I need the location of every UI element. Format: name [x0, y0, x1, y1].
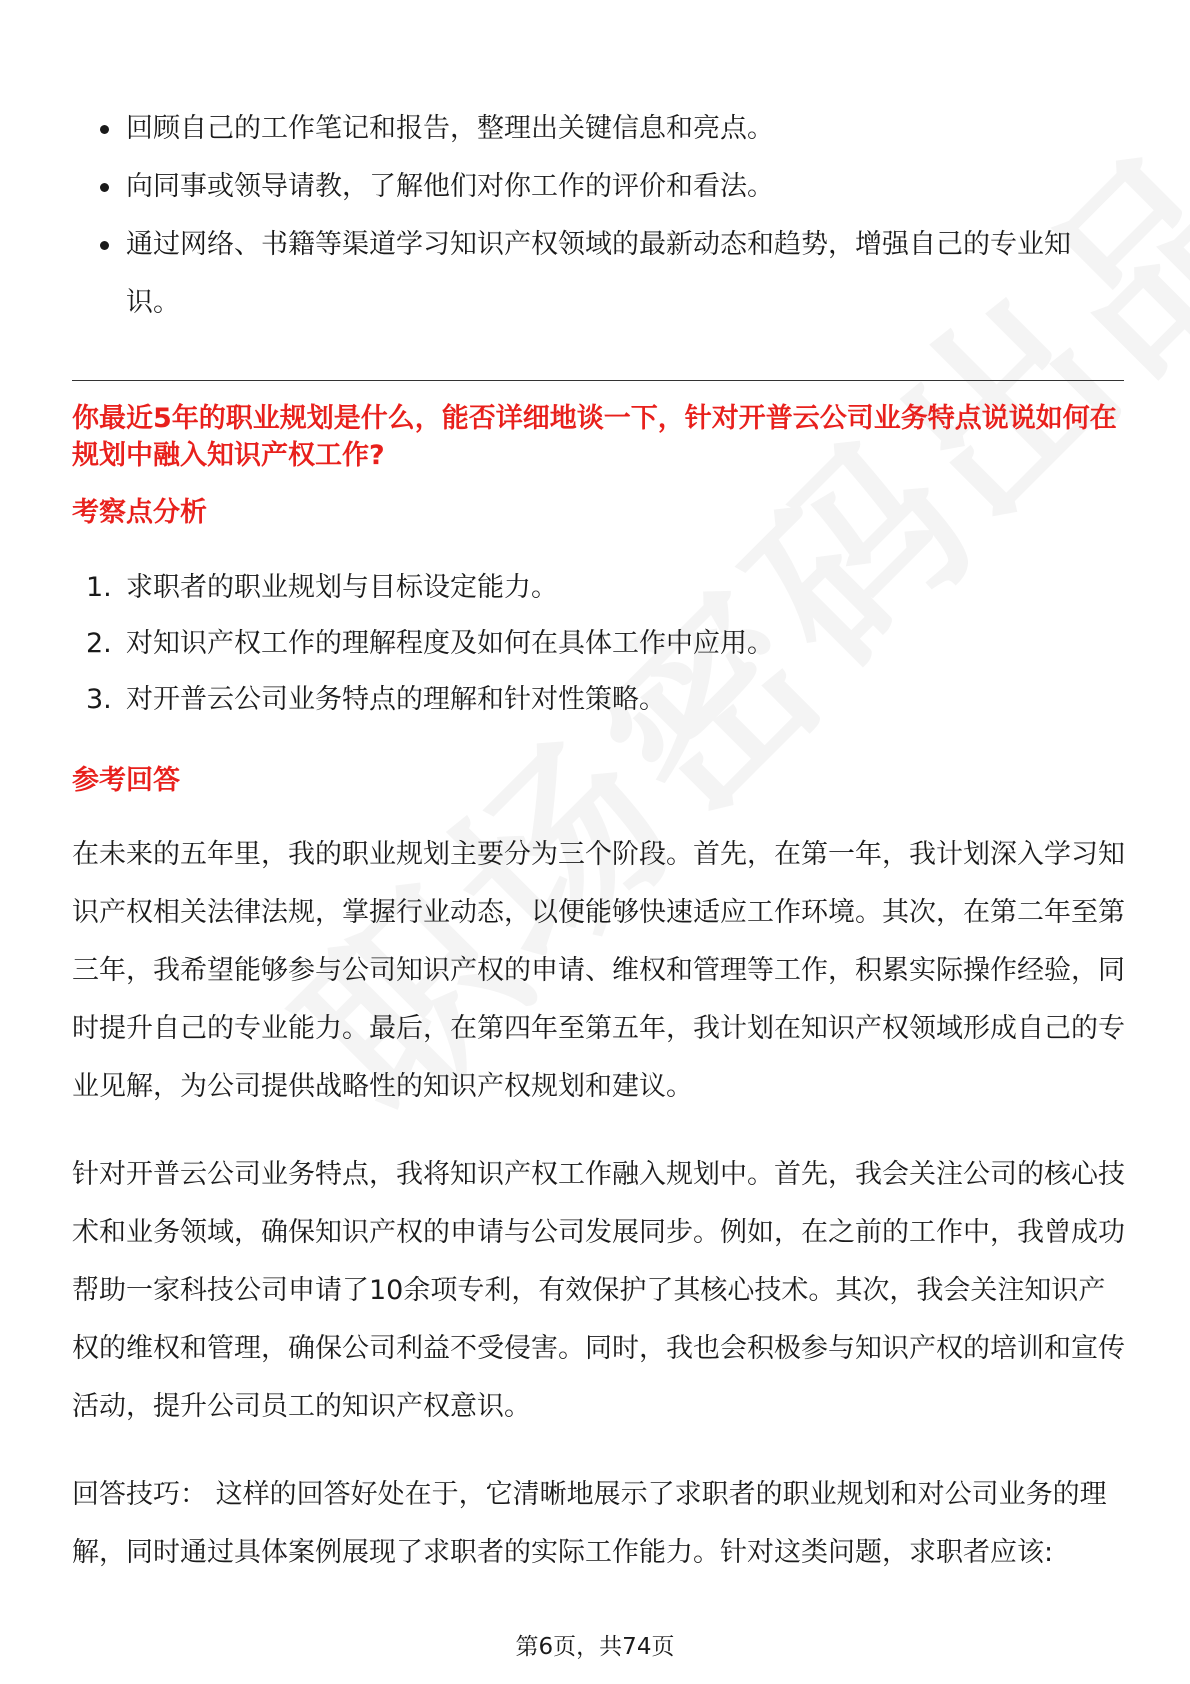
list-item-number: 3. — [86, 684, 112, 715]
list-item-text: 回顾自己的工作笔记和报告，整理出关键信息和亮点。 — [126, 113, 774, 144]
list-item — [72, 560, 1122, 616]
answer-tips: 回答技巧： 这样的回答好处在于，它清晰地展示了求职者的职业规划和对公司业务的理解，同时通过具体案例展现了求职者的实际工作能力。针对这类问题，求职者应该: — [72, 1479, 1107, 1568]
page-number: 第6页，共74页 — [515, 1634, 675, 1660]
analysis-heading: 考察点分析 — [72, 497, 207, 528]
list-item-text: 对开普云公司业务特点的理解和针对性策略。 — [126, 684, 666, 715]
section-divider — [72, 380, 1124, 381]
bullet-list — [72, 100, 1122, 332]
list-item-number: 1. — [86, 572, 112, 603]
bullet-dot-icon — [100, 125, 109, 134]
interview-question: 你最近5年的职业规划是什么，能否详细地谈一下，针对开普云公司业务特点说说如何在规划中融入知识产权工作? — [72, 403, 1117, 471]
list-item — [72, 100, 1122, 158]
list-item — [72, 616, 1122, 672]
answer-paragraph: 在未来的五年里，我的职业规划主要分为三个阶段。首先，在第一年，我计划深入学习知识产权相关法律法规，掌握行业动态，以便能够快速适应工作环境。其次，在第二年至第三年，我希望能够参与公司知识产权的申请、维权和管理等工作，积累实际操作经验，同时提升自己的专业能力。最后，在第四年至第五年，我计划在知识产权领域形成自己的专业见解，为公司提供战略性的知识产权规划和建议。 — [72, 839, 1125, 1102]
bullet-dot-icon — [100, 241, 109, 250]
list-item-text: 通过网络、书籍等渠道学习知识产权领域的最新动态和趋势，增强自己的专业知识。 — [126, 229, 1071, 318]
answer-heading: 参考回答 — [72, 765, 180, 796]
list-item-number: 2. — [86, 628, 112, 659]
list-item — [72, 672, 1122, 728]
list-item — [72, 158, 1122, 216]
answer-paragraph: 针对开普云公司业务特点，我将知识产权工作融入规划中。首先，我会关注公司的核心技术和业务领域，确保知识产权的申请与公司发展同步。例如，在之前的工作中，我曾成功帮助一家科技公司申请了10余项专利，有效保护了其核心技术。其次，我会关注知识产权的维权和管理，确保公司利益不受侵害。同时，我也会积极参与知识产权的培训和宣传活动，提升公司员工的知识产权意识。 — [72, 1159, 1125, 1422]
analysis-list — [72, 560, 1122, 728]
list-item-text: 对知识产权工作的理解程度及如何在具体工作中应用。 — [126, 628, 774, 659]
list-item-text: 向同事或领导请教，了解他们对你工作的评价和看法。 — [126, 171, 774, 202]
bullet-dot-icon — [100, 183, 109, 192]
list-item — [72, 216, 1122, 332]
list-item-text: 求职者的职业规划与目标设定能力。 — [126, 572, 558, 603]
